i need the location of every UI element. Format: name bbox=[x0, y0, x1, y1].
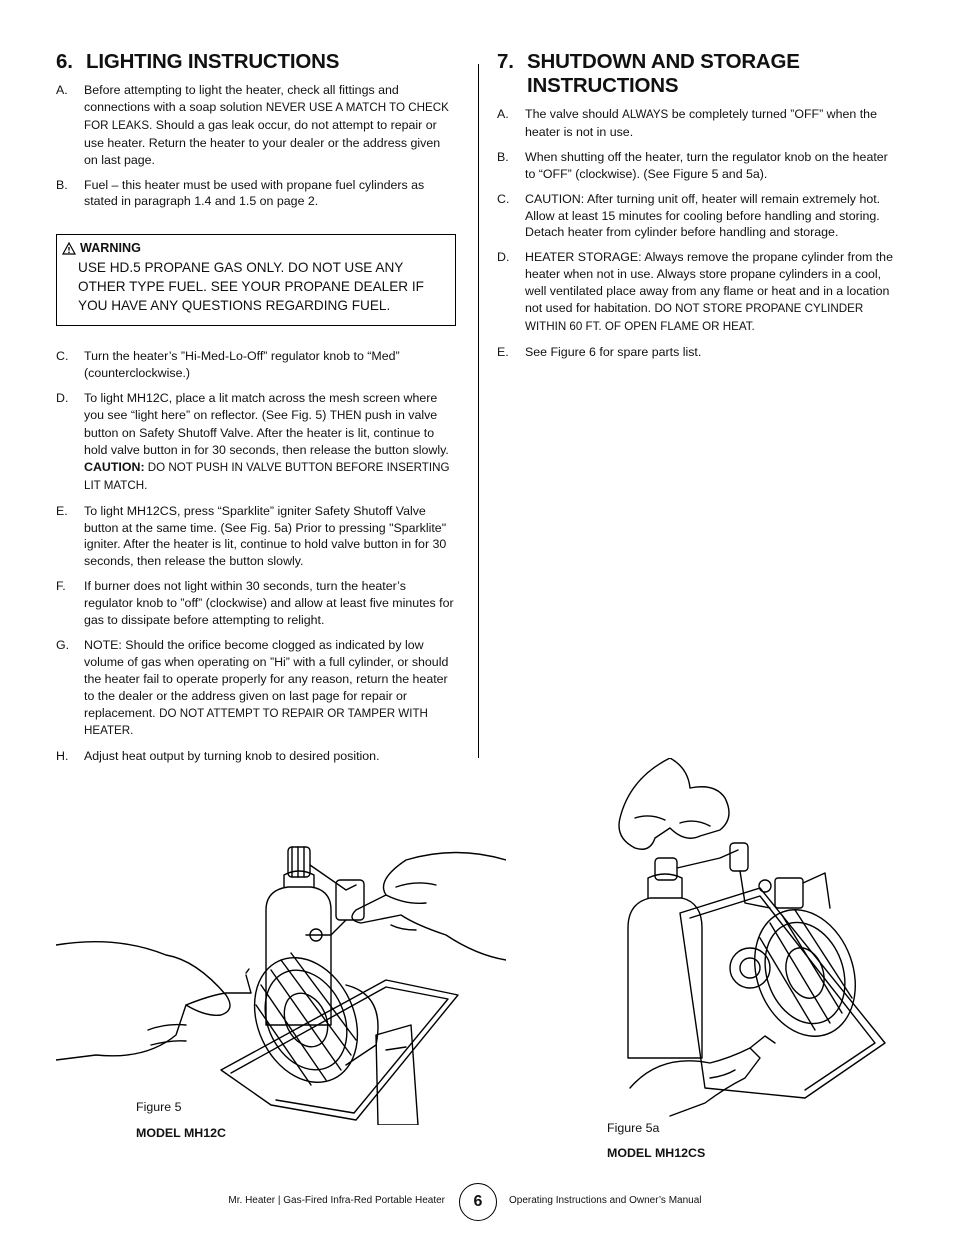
lighting-item-b: B. Fuel – this heater must be used with propane fuel cylinders as stated in paragraph 1.4 and 1.5 on page 2. bbox=[56, 177, 425, 209]
lighting-item-f: F. If burner does not light within 30 seconds, turn the heater’s regulator knob to ”off” (clockwise) and allow at least five minutes for gas to dissipate before attempting to relight. bbox=[56, 579, 454, 628]
figure-5a-illustration bbox=[610, 758, 890, 1118]
warning-box bbox=[56, 234, 456, 326]
figure-5-model: MODEL MH12C bbox=[136, 1126, 226, 1140]
shutdown-section bbox=[497, 50, 897, 369]
page-number: 6 bbox=[459, 1183, 497, 1221]
lighting-item-c: C. Turn the heater’s ”Hi-Med-Lo-Off” regulator knob to “Med” (counterclockwise.) bbox=[56, 349, 400, 381]
figure-5-illustration bbox=[56, 835, 506, 1125]
lighting-heading: 6. LIGHTING INSTRUCTIONS bbox=[56, 50, 340, 73]
lighting-item-h: H. Adjust heat output by turning knob to desired position. bbox=[56, 749, 380, 764]
lighting-item-g: G. NOTE: Should the orifice become clogged as indicated by low volume of gas when operating on ”Hi” with a full cylinder, or should the heater fail to operate properly for any reason, return the heater to the dealer or the address given on last page for repair or replacement. DO NOT ATTEMPT TO REPAIR OR TAMPER WITH HEATER. bbox=[56, 637, 449, 738]
shutdown-item-a: A. The valve should ALWAYS be completely turned ”OFF” when the heater is not in use. bbox=[497, 107, 877, 139]
figure-5-caption: Figure 5 bbox=[136, 1100, 182, 1114]
footer-right-text: Operating Instructions and Owner’s Manual bbox=[509, 1195, 702, 1206]
lighting-item-e: E. To light MH12CS, press “Sparklite” igniter Safety Shutoff Valve button at the same time. (See Fig. 5a) Prior to pressing "Sparklite" igniter. After the heater is lit, continue to hold valve button in for 30 seconds, then release the button slowly. bbox=[56, 503, 447, 569]
warning-text: USE HD.5 PROPANE GAS ONLY. DO NOT USE ANY OTHER TYPE FUEL. SEE YOUR PROPANE DEALER IF YOU HAVE ANY QUESTIONS REGARDING FUEL. bbox=[78, 260, 424, 314]
shutdown-heading: 7. SHUTDOWN AND STORAGE INSTRUCTIONS bbox=[497, 50, 800, 97]
warning-triangle-icon bbox=[62, 242, 76, 255]
shutdown-item-e: E. See Figure 6 for spare parts list. bbox=[497, 344, 702, 359]
figure-5a-caption: Figure 5a bbox=[607, 1121, 660, 1135]
shutdown-item-d: D. HEATER STORAGE: Always remove the propane cylinder from the heater when not in use. Always store propane cylinders in a cool, well ventilated place away from any flame or heat and in a location not used for habitation. DO NOT STORE PROPANE CYLINDER WITHIN 60 FT. OF OPEN FLAME OR HEAT. bbox=[497, 250, 893, 333]
shutdown-item-c: C. CAUTION: After turning unit off, heater will remain extremely hot. Allow at least 15 minutes for cooling before handling and storing. Detach heater from cylinder before handling and storage. bbox=[497, 191, 881, 240]
lighting-section bbox=[56, 50, 456, 773]
warning-header: WARNING bbox=[62, 239, 449, 258]
column-divider bbox=[478, 64, 479, 758]
footer-left-text: Mr. Heater | Gas-Fired Infra-Red Portable Heater bbox=[228, 1195, 445, 1206]
figure-5a-model: MODEL MH12CS bbox=[607, 1146, 706, 1160]
shutdown-item-b: B. When shutting off the heater, turn the regulator knob on the heater to “OFF” (clockwise). (See Figure 5 and 5a). bbox=[497, 149, 888, 181]
lighting-item-d: D. To light MH12C, place a lit match across the mesh screen where you see “light here” on reflector. (See Fig. 5) THEN push in valve button on Safety Shutoff Valve. After the heater is lit, continue to hold valve button in for 30 seconds, then release the button slowly. CAUTION: DO NOT PUSH IN VALVE BUTTON BEFORE INSERTING LIT MATCH. bbox=[56, 391, 450, 492]
lighting-item-a: A. Before attempting to light the heater, check all fittings and connections with a soap solution NEVER USE A MATCH TO CHECK FOR LEAKS. Should a gas leak occur, do not attempt to repair or use heater. Return the heater to your dealer or the address given on last page. bbox=[56, 83, 449, 167]
